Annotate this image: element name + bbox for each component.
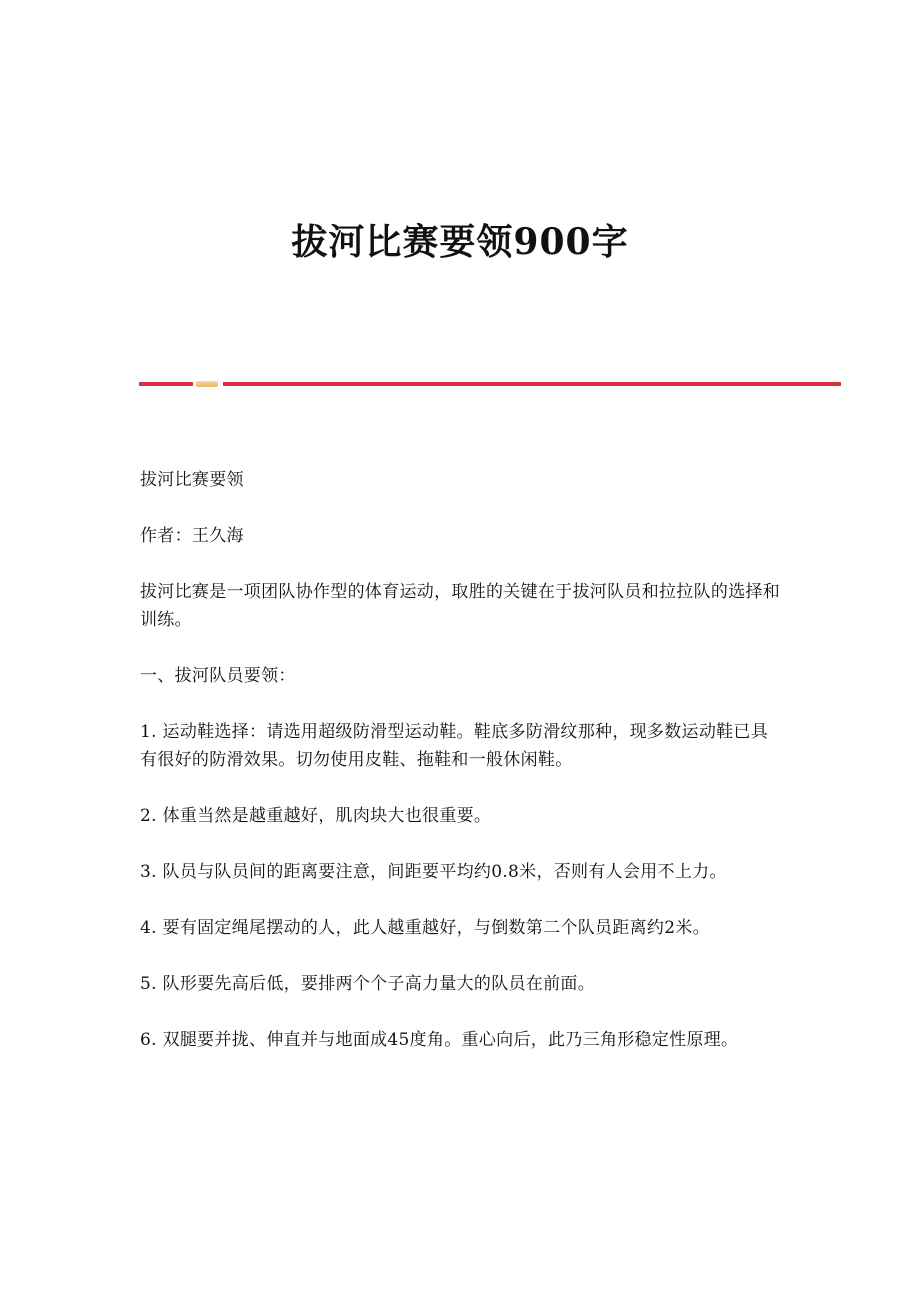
intro-paragraph: 拔河比赛是一项团队协作型的体育运动，取胜的关键在于拔河队员和拉拉队的选择和训练。 — [140, 582, 781, 630]
divider-ornament — [196, 381, 218, 387]
list-item: 5. 队形要先高后低，要排两个个子高力量大的队员在前面。 — [140, 974, 596, 994]
list-item: 6. 双腿要并拢、伸直并与地面成45度角。重心向后，此乃三角形稳定性原理。 — [140, 1030, 739, 1050]
section-heading: 一、拔河队员要领： — [140, 666, 296, 686]
list-item: 2. 体重当然是越重越好，肌肉块大也很重要。 — [140, 806, 492, 826]
page-title: 拔河比赛要领900字 — [291, 221, 629, 263]
list-item: 4. 要有固定绳尾摆动的人，此人越重越好，与倒数第二个队员距离约2米。 — [140, 918, 710, 938]
title-divider — [139, 381, 841, 387]
subtitle: 拔河比赛要领 — [140, 470, 244, 490]
list-item: 3. 队员与队员间的距离要注意，间距要平均约0.8米，否则有人会用不上力。 — [140, 862, 727, 882]
divider-left-segment — [139, 382, 193, 386]
author-line: 作者：王久海 — [140, 526, 244, 546]
document-body — [140, 466, 782, 1082]
list-item: 1. 运动鞋选择：请选用超级防滑型运动鞋。鞋底多防滑纹那种，现多数运动鞋已具有很好的防滑效果。切勿使用皮鞋、拖鞋和一般休闲鞋。 — [140, 722, 769, 770]
divider-right-segment — [223, 382, 841, 386]
